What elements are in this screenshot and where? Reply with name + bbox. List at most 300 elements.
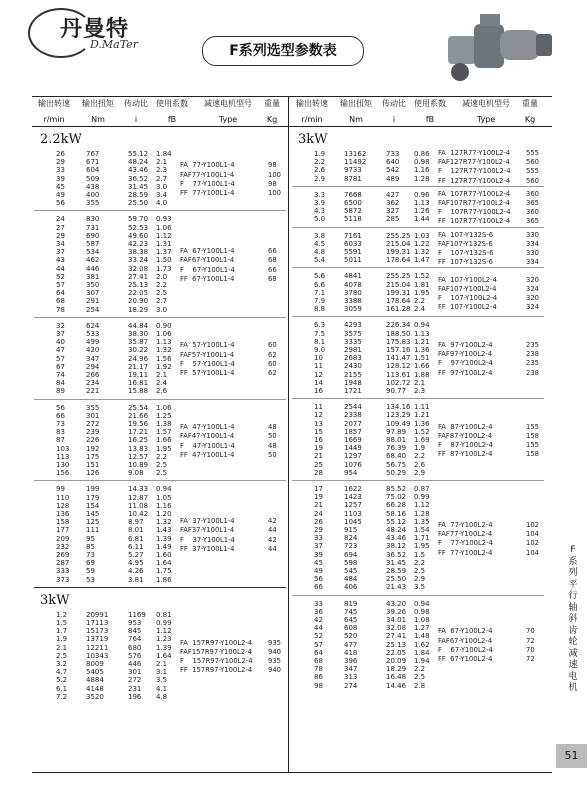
table-cell: 25.13: [128, 281, 149, 289]
table-cell: 24: [56, 215, 65, 224]
table-cell: 1.75: [156, 567, 172, 576]
table-cell: 136: [56, 510, 70, 518]
table-cell: 1.32: [414, 248, 430, 256]
table-cell: 484: [344, 575, 358, 584]
table-cell: 333: [56, 567, 70, 576]
table-cell: 18.29: [128, 305, 149, 314]
table-cell: 608: [344, 624, 358, 633]
table-cell: 33.24: [128, 256, 149, 265]
table-cell: 177: [56, 526, 70, 535]
table-cell: 6.3: [314, 321, 326, 330]
table-cell: 2430: [344, 362, 362, 371]
table-cell: 21: [314, 452, 323, 461]
table-cell: 34: [56, 240, 65, 248]
table-cell: 604: [86, 166, 100, 175]
table-cell: 156: [56, 469, 70, 478]
table-cell: 9.08: [128, 469, 144, 478]
table-cell: 130: [56, 461, 70, 469]
table-cell: 1.12: [156, 231, 172, 240]
table-cell: 2.5: [414, 673, 426, 682]
table-cell: 3520: [86, 692, 104, 701]
table-cell: 215.04: [386, 239, 411, 248]
table-cell: 7161: [344, 231, 362, 240]
table-cell: 83: [56, 428, 65, 437]
group-separator: [292, 267, 544, 268]
weight-value: 104: [526, 548, 539, 557]
motor-type: FAF37-Y100L1-4: [180, 526, 235, 535]
table-cell: 43.46: [386, 534, 407, 543]
table-cell: 446: [128, 660, 142, 668]
table-cell: 13162: [344, 150, 367, 158]
group-separator: [292, 480, 544, 481]
table-cell: 3.1: [156, 668, 168, 677]
table-cell: 915: [344, 526, 358, 534]
logo-chinese: 丹曼特: [60, 17, 130, 42]
table-cell: 3.9: [314, 199, 326, 207]
table-cell: 355: [86, 403, 100, 412]
table-cell: 576: [128, 651, 142, 660]
table-cell: 188.50: [386, 329, 411, 338]
table-cell: 5.6: [314, 272, 326, 281]
table-cell: 2.9: [414, 575, 426, 584]
header-unit: fB: [167, 115, 177, 124]
table-cell: 1.06: [156, 330, 172, 338]
table-cell: 1.37: [156, 248, 172, 257]
weight-value: 238: [526, 350, 539, 359]
table-cell: 12211: [86, 643, 109, 652]
header-label: 使用系数: [156, 99, 188, 108]
table-cell: 2.1: [56, 643, 68, 652]
table-cell: 4148: [86, 684, 104, 693]
table-cell: 509: [86, 174, 100, 183]
weight-value: 48: [268, 441, 277, 450]
table-cell: 764: [128, 635, 142, 644]
table-cell: 373: [56, 575, 70, 584]
header-label: 减速电机型号: [462, 99, 510, 108]
table-cell: 1.64: [156, 651, 172, 660]
weight-value: 324: [526, 284, 539, 293]
table-cell: 1.13: [414, 329, 430, 338]
table-cell: 1.31: [156, 240, 172, 248]
weight-value: 560: [526, 158, 539, 167]
table-cell: 43.46: [128, 166, 149, 175]
table-cell: 27.41: [128, 272, 149, 281]
table-cell: 954: [344, 468, 358, 477]
table-cell: 1.23: [156, 635, 172, 644]
table-cell: 43: [56, 256, 65, 265]
table-cell: 1.64: [156, 559, 172, 568]
motor-type: FAF107-Y100L2-4: [438, 284, 497, 293]
weight-value: 360: [526, 208, 539, 217]
table-cell: 88.01: [386, 436, 407, 444]
table-cell: 266: [86, 371, 100, 379]
table-cell: 27: [56, 223, 65, 232]
table-cell: 113: [56, 452, 70, 461]
table-cell: 2.5: [414, 567, 426, 575]
table-cell: 1.69: [414, 436, 430, 444]
header-label: 输出扭矩: [82, 99, 114, 108]
table-cell: 1.88: [414, 370, 430, 379]
table-cell: 25.50: [128, 199, 149, 208]
table-cell: 25.54: [128, 403, 149, 412]
motor-type: FF 67-Y100L1-4: [180, 274, 235, 283]
table-cell: 73: [56, 420, 65, 428]
column-divider: [288, 96, 289, 772]
table-cell: 7.1: [314, 288, 326, 297]
table-cell: 1.06: [156, 223, 172, 232]
weight-value: 44: [268, 544, 277, 553]
weight-value: 560: [526, 176, 539, 185]
table-cell: 446: [86, 264, 100, 273]
table-cell: 5.27: [128, 551, 144, 559]
table-cell: 34.01: [386, 616, 407, 624]
table-cell: 12: [314, 411, 323, 420]
section-title: 3kW: [40, 592, 70, 608]
header-label: 传动比: [382, 99, 406, 108]
table-cell: 1.95: [414, 542, 430, 551]
table-cell: 89: [56, 387, 65, 396]
table-cell: 2.1: [156, 371, 168, 379]
weight-value: 158: [526, 450, 539, 459]
weight-value: 50: [268, 432, 277, 441]
table-cell: 5872: [344, 207, 362, 216]
motor-type: F 37-Y100L1-4: [180, 535, 235, 544]
table-cell: 1.57: [156, 428, 172, 437]
table-cell: 694: [344, 550, 358, 559]
table-cell: 49: [56, 191, 65, 199]
table-cell: 6.81: [128, 534, 144, 543]
table-cell: 287: [56, 559, 70, 568]
table-cell: 1.25: [156, 411, 172, 420]
table-cell: 0.87: [414, 485, 430, 493]
table-cell: 55.12: [128, 150, 149, 158]
table-cell: 8.8: [314, 305, 326, 314]
section-title: 3kW: [298, 132, 328, 147]
table-cell: 37: [56, 248, 65, 257]
table-cell: 26: [314, 517, 323, 526]
table-cell: 690: [86, 231, 100, 240]
motor-type: FA 97-Y100L2-4: [438, 340, 493, 349]
table-cell: 520: [344, 632, 358, 641]
table-cell: 20991: [86, 610, 109, 619]
table-cell: 39: [56, 174, 65, 183]
table-cell: 3.0: [156, 305, 168, 314]
table-cell: 11.08: [128, 501, 149, 510]
table-cell: 12.57: [128, 452, 149, 461]
table-cell: 2.4: [414, 305, 426, 314]
header-label: 输出扭矩: [340, 99, 372, 108]
weight-value: 320: [526, 275, 539, 284]
header-label: 重量: [522, 99, 538, 108]
table-cell: 40: [56, 338, 65, 347]
table-cell: 78: [314, 665, 323, 674]
table-cell: 52.53: [128, 223, 149, 232]
motor-type: F 107-Y132S-6: [438, 249, 494, 257]
table-cell: 2.2: [414, 452, 426, 461]
table-cell: 5591: [344, 248, 362, 256]
table-cell: 731: [86, 223, 100, 232]
motor-type: FAF77-Y100L1-4: [180, 170, 235, 179]
motor-type: FAF107R77-Y100L2-4: [438, 199, 510, 207]
header-label: 减速电机型号: [204, 99, 252, 108]
weight-value: 60: [268, 341, 277, 350]
motor-type: FAF97-Y100L2-4: [438, 350, 493, 359]
table-cell: 477: [344, 640, 358, 649]
table-cell: 291: [86, 297, 100, 306]
table-cell: 427: [386, 190, 400, 199]
table-cell: 99: [56, 485, 65, 494]
table-cell: 29: [56, 158, 65, 167]
table-cell: 73: [86, 551, 95, 559]
table-cell: 1.13: [156, 338, 172, 347]
table-cell: 48.24: [128, 158, 149, 167]
table-cell: 44: [314, 624, 323, 633]
weight-value: 334: [526, 239, 539, 248]
motor-type: FA 67-Y100L1-4: [180, 247, 235, 256]
table-cell: 2981: [344, 346, 362, 354]
table-cell: 74: [56, 371, 65, 379]
motor-type: F 77-Y100L1-4: [180, 179, 235, 188]
table-cell: 4841: [344, 272, 362, 281]
table-cell: 2544: [344, 403, 362, 412]
table-cell: 462: [86, 256, 100, 265]
group-separator: [292, 398, 544, 399]
table-cell: 215.04: [386, 280, 411, 289]
motor-type: FA 107-Y132S-6: [438, 230, 494, 239]
table-cell: 49: [314, 567, 323, 575]
table-cell: 3.3: [314, 190, 326, 199]
table-cell: 3.5: [156, 676, 168, 685]
motor-type: FF 57-Y100L1-4: [180, 368, 235, 377]
header-unit: i: [134, 115, 138, 124]
table-cell: 645: [344, 616, 358, 624]
table-cell: 7.2: [56, 692, 68, 701]
table-cell: 95: [86, 534, 95, 543]
table-cell: 4884: [86, 676, 104, 685]
table-cell: 542: [386, 166, 400, 175]
header-unit: r/min: [301, 115, 323, 124]
table-cell: 109.49: [386, 419, 411, 428]
header-label: 传动比: [124, 99, 148, 108]
table-cell: 11492: [344, 158, 367, 167]
table-cell: 4.1: [156, 684, 168, 693]
table-cell: 21.17: [128, 362, 149, 371]
table-cell: 381: [86, 272, 100, 281]
weight-value: 100: [268, 188, 281, 197]
table-cell: 1.38: [156, 420, 172, 428]
weight-value: 42: [268, 535, 277, 544]
table-cell: 1.84: [156, 150, 172, 158]
table-cell: 1.13: [414, 199, 430, 207]
table-cell: 3.8: [314, 231, 326, 240]
table-cell: 1449: [344, 444, 362, 453]
table-cell: 1.2: [56, 610, 68, 619]
table-cell: 158: [56, 518, 70, 527]
table-cell: 43.20: [386, 599, 407, 608]
table-cell: 9.0: [314, 346, 326, 354]
table-cell: 1.05: [156, 493, 172, 502]
table-cell: 68: [314, 657, 323, 665]
table-cell: 52: [314, 632, 323, 641]
table-cell: 145: [86, 510, 100, 518]
table-cell: 767: [86, 150, 100, 158]
motor-type: FF 127R77-Y100L2-4: [438, 176, 511, 185]
table-cell: 226.34: [386, 321, 411, 330]
table-cell: 1.60: [156, 551, 172, 559]
motor-type: F 67-Y100L2-4: [438, 645, 493, 654]
table-cell: 10: [314, 354, 323, 363]
table-cell: 196: [128, 692, 142, 701]
weight-value: 68: [268, 256, 277, 265]
table-cell: 1.20: [156, 510, 172, 518]
group-separator: [34, 399, 286, 400]
table-cell: 545: [344, 567, 358, 575]
table-cell: 64: [314, 648, 323, 657]
table-cell: 36.52: [128, 174, 149, 183]
header-cell: [38, 98, 70, 126]
table-cell: 53: [86, 575, 95, 584]
weight-value: 324: [526, 303, 539, 312]
header-cell: [522, 98, 538, 126]
table-cell: 347: [344, 665, 358, 674]
table-cell: 2.5: [56, 651, 68, 660]
table-cell: 1.9: [314, 150, 326, 158]
table-cell: 396: [344, 657, 358, 665]
table-cell: 97.89: [386, 427, 407, 436]
header-top-rule: [32, 96, 552, 97]
table-cell: 598: [344, 558, 358, 567]
header-label: 重量: [264, 99, 280, 108]
table-cell: 42: [314, 616, 323, 624]
weight-value: 98: [268, 161, 277, 170]
table-cell: 2.8: [414, 681, 426, 690]
table-cell: 1.47: [414, 256, 430, 265]
table-cell: 2.7: [156, 174, 168, 183]
table-cell: 15173: [86, 627, 109, 636]
table-cell: 33: [314, 534, 323, 543]
side-label: F系列平行轴斜齿轮减速电机: [568, 545, 578, 693]
table-cell: 87: [56, 436, 65, 445]
table-cell: 1423: [344, 493, 362, 502]
table-cell: 2.9: [314, 174, 326, 183]
weight-value: 68: [268, 274, 277, 283]
table-cell: 85: [86, 542, 95, 551]
group-separator: [292, 595, 544, 596]
table-cell: 10.89: [128, 461, 149, 469]
section-separator: [34, 587, 286, 588]
table-cell: 85.52: [386, 485, 407, 493]
table-cell: 178.64: [386, 297, 411, 305]
table-cell: 134.16: [386, 403, 411, 412]
table-cell: 313: [344, 673, 358, 682]
table-cell: 301: [128, 668, 142, 677]
motor-type: FA 107R77-Y100L2-4: [438, 189, 511, 198]
table-cell: 33: [56, 166, 65, 175]
motor-type: F 47-Y100L1-4: [180, 441, 235, 450]
table-cell: 175: [86, 452, 100, 461]
motor-type: FF 107R77-Y100L2-4: [438, 217, 511, 226]
table-cell: 624: [86, 321, 100, 330]
table-cell: 1.66: [156, 436, 172, 445]
table-cell: 2155: [344, 370, 362, 379]
table-cell: 2.5: [156, 289, 168, 298]
table-cell: 25.50: [386, 575, 407, 584]
header-unit: Nm: [91, 115, 105, 124]
table-cell: 824: [344, 534, 358, 543]
table-cell: 36: [314, 607, 323, 616]
table-cell: 1.12: [156, 627, 172, 636]
table-cell: 22.05: [128, 289, 149, 298]
table-cell: 1.81: [414, 280, 430, 289]
section-title: 2.2kW: [40, 132, 82, 147]
table-cell: 2.1: [156, 158, 168, 167]
motor-type: FF 77-Y100L1-4: [180, 188, 235, 197]
table-cell: 154: [86, 501, 100, 510]
table-cell: 1.52: [414, 427, 430, 436]
table-cell: 50.29: [386, 468, 407, 477]
motor-type: FF 87-Y100L2-4: [438, 450, 493, 459]
motor-type: FA 77-Y100L2-4: [438, 520, 493, 529]
table-cell: 1.03: [414, 231, 430, 240]
table-cell: 59.70: [128, 215, 149, 224]
table-cell: 209: [56, 534, 70, 543]
table-cell: 1.12: [414, 501, 430, 510]
table-cell: 2.1: [414, 378, 426, 387]
table-cell: 301: [86, 411, 100, 420]
table-cell: 11: [314, 403, 323, 412]
table-cell: 3.4: [156, 191, 168, 199]
motor-type: FA 107-Y100L2-4: [438, 275, 497, 284]
header-unit: Kg: [266, 115, 278, 124]
table-cell: 1.56: [156, 354, 172, 363]
table-cell: 5.4: [314, 256, 326, 265]
motor-type: FF 107-Y132S-6: [438, 258, 493, 267]
weight-value: 158: [526, 431, 539, 440]
table-cell: 272: [128, 676, 142, 685]
table-cell: 7.5: [314, 329, 326, 338]
table-cell: 8.97: [128, 518, 144, 527]
table-cell: 20.90: [128, 297, 149, 306]
table-cell: 1857: [344, 427, 362, 436]
weight-value: 66: [268, 265, 277, 274]
header-unit: r/min: [43, 115, 65, 124]
motor-type: F 127R77-Y100L2-4: [438, 167, 511, 176]
table-cell: 406: [344, 583, 358, 592]
table-cell: 1.16: [414, 166, 430, 175]
table-cell: 2.6: [314, 166, 326, 175]
motor-type: FF 97-Y100L2-4: [438, 368, 493, 377]
table-cell: 33: [314, 599, 323, 608]
table-cell: 38.38: [128, 248, 149, 257]
table-cell: 15: [314, 427, 323, 436]
weight-value: 100: [268, 170, 281, 179]
table-cell: 16: [314, 387, 323, 395]
table-cell: 17: [314, 485, 323, 493]
weight-value: 334: [526, 258, 539, 267]
table-cell: 1669: [344, 436, 362, 444]
table-cell: 45: [314, 558, 323, 567]
motor-type: FA 47-Y100L1-4: [180, 423, 235, 432]
table-cell: 48.24: [386, 526, 407, 534]
table-cell: 5.2: [56, 676, 68, 685]
weight-value: 235: [526, 359, 539, 368]
table-cell: 76.39: [386, 444, 407, 453]
table-cell: 0.98: [414, 158, 430, 167]
motor-type: F 107R77-Y100L2-4: [438, 208, 511, 217]
table-cell: 533: [86, 330, 100, 338]
table-cell: 1.22: [414, 239, 430, 248]
motor-type: FAF107-Y132S-6: [438, 239, 493, 248]
